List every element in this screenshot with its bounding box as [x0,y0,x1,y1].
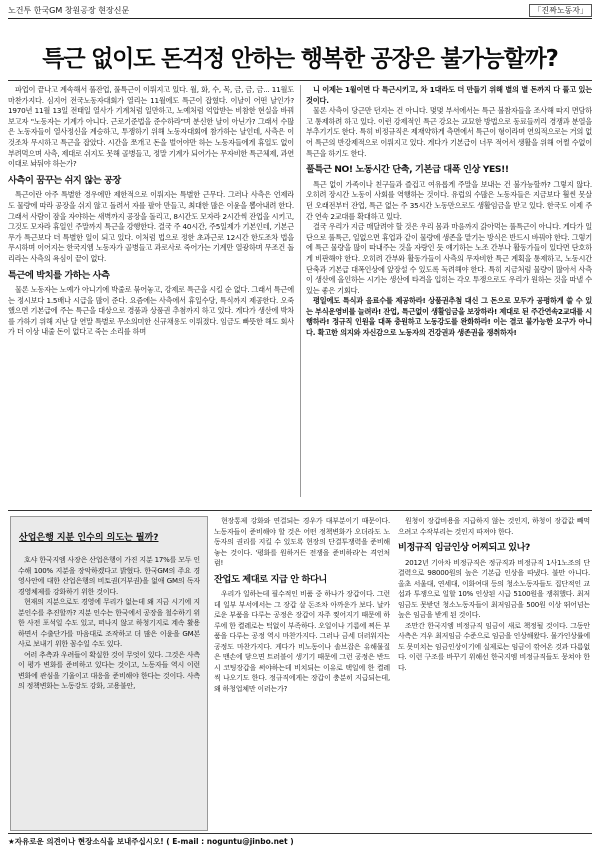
section-divider [8,510,592,511]
footer-contact: ★자유로운 의견이나 현장소식을 보내주십시오! ( E-mail : noguntu@jinbo.net ) [8,837,294,846]
headline-divider [8,80,592,81]
paragraph: 물론 노동자는 노예가 아니기에 박줄로 묶어놓고, 강제로 특근을 시킬 순 없다. 그래서 특근에는 정시보다 1.5배나 시급을 많이 준다. 요즘에는 사측에서 휴일수당, 특식까지 제공한다. 오죽했으면 기본급에 주는 특근을 대상으로 경품과 상품권 추첨까지 하고 있다. 게다가 생산에 박차를 가하기 위해 지난 달 연말 특별로 무소의미한 신규채용도 이뤄졌다. 임금도 빠뜻한 해도 회사가 더 이상 내줄 돈이 없다고 죽는 소리를 하며 [8,285,294,337]
paragraph: 2012년 기아차 비정규직은 정규직과 비정규직 1사1노조의 단결력으로 98000원의 높은 기본급 인상을 따냈다. 불만 아니다. 올초 서울대, 연세대, 이화여대 등의 청소노동자들도 집단적인 교섭과 투쟁으로 일할 10% 인상된 시급 5100원을 쟁취했다. 최저임금도 못받던 청소노동자들이 최저임금을 500원 이상 뛰어넘는 높은 임금을 받게 된 것이다. [398,558,590,619]
subheading: 잔업도 제대로 지급 안 하다니 [214,573,327,585]
subheading: 비정규직 임금인상 어찌되고 있나? [398,542,530,553]
paragraph: 호샤 한국지엠 사장은 산업은행이 가진 지분 17%를 모두 인수해 100% 지분을 장악하겠다고 밝혔다. 한국GM의 주요 경영사안에 대한 산업은행의 비토권(거부권)을 없애 GM의 독자 경영체제를 강화하기 위한 것이다. [18,556,200,596]
column-divider [300,85,301,497]
subheading: 사측이 꿈꾸는 쉬지 않는 공장 [8,174,121,186]
paragraph: 현재의 지분으로도 경영에 무리가 없는데 왜 지금 시기에 지분인수를 추진할까? 지분 인수는 한국에서 공장을 철수하기 위한 사전 포석일 수도 있고, 떠나지 않고 하청기지로 계속 활용하면서 수출단가를 마음대로 조작하고 더 많은 이윤을 GM본사로 보내기 위한 꼼수일 수도 있다. [18,598,200,648]
paragraph: 특근 없이 가족이나 친구들과 즐겁고 여유롭게 주말을 보내는 건 불가능할까? 그렇지 않다. 오히려 장시간 노동이 사회를 역행하는 것이다. 유럽의 수많은 노동자들은 지금보다 훨씬 못살던 오래전부터 잔업, 특근 없는 주 35시간 노동만으로도 생활임금을 받고 있다. 한국도 이제 주간 연속 2교대를 확대하고 있다. [306,179,592,221]
footer-divider [8,833,592,834]
paragraph: 물론 사측이 당근만 던지는 건 아니다. 몇몇 부서에서는 특근 불참자들을 조사해 따지 면담하고 통제하려 하고 있다. 이런 강제적인 특근 강요는 교묘한 방법으로 동료들끼리 경쟁과 분열을 부추기기도 한다. 특히 비정규직은 제재약하게 측면에서 특근이 형이라며 연의적으로는 거의 없어 특근의 반강제적으로 이뤄지고 있다. 게다가 기본급이 너무 적어서 생활을 위해 어쩔 수없이 특근을 하기도 한다. [306,106,592,158]
box-title: 산업은행 지분 인수의 의도는 뭘까? [19,533,159,543]
article-bottom-right-column [398,516,590,829]
article-right-column [306,85,592,497]
paragraph: 우리가 일하는데 필수적인 비품 중 하나가 장갑이다. 그런데 일부 부서에서는 그 장갑 살 돈조차 아까운가 보다. 날카로운 부품을 다루는 공정은 장갑이 자주 찢어지기 때문에 하루에 한 켤레로는 턱없이 부족하다. 오일이나 기름에 찌든 부품을 다루는 공정 역시 마찬가지다. 그러나 금세 더러워지는 공정도 마찬가지다. 게다가 비노동이나 솔브잡은 유해물질은 맨손에 닿으면 트러블이 생기기 때문에 그런 공정은 반드시 코팅장갑을 써야하는데 비치되는 이유로 택일에 한 켤레씩 나오기도 한다. 정규직에게는 장갑이 충분히 지급되는데, 왜 하청업체만 이러는가? [214,590,390,693]
paragraph: 조만간 한국지엠 비정규직 임금이 새로 책정될 것이다. 그동안 사측은 겨우 최저임금 수준으로 임금을 인상해왔다. 물가인상률에도 못미치는 임금인상이기에 실제로는 임금이 깎여온 것과 다름없다. 이런 구조를 바꾸기 위해선 한국지엠 비정규직들도 뭉쳐야 한다. [398,621,590,672]
paragraph: 평일에도 특식과 음료수를 제공하라! 상품권추첨 대신 그 돈으로 모두가 공평하게 쓸 수 있는 부식운영비를 늘려라! 잔업, 특근없이 생활임금을 보장하라! 제대로 된 주간연속2교대를 시행하라! 정규직 인원을 대폭 충원하고 노동강도를 완화하라! 이는 결코 불가능한 요구가 아니다. 확고한 의지와 자신감으로 노동자의 건강권과 생존권을 쟁취하자! [306,296,592,338]
paragraph: 현장통제 강화와 연결되는 경우가 대부분이기 때문이다. 노동자들이 준비해야 할 것은 어떤 정책변화가 오더라도 노동자의 권리를 지킬 수 있도록 현장의 단결투쟁력을 준비해놓는 것이다. '평화를 원하거든 전쟁을 준비하라'는 격언처럼! [214,517,390,567]
article-left-column [8,85,294,497]
newspaper-name: 「진짜노동자」 [529,4,592,17]
paragraph: 파업이 끝나고 계속해서 풀잔업, 풀특근이 이뤄지고 있다. 월, 화, 수, 목, 금, 금, 금... 11월도 마찬가지다. 심지어 전국노동자대회가 열리는 11월에도 특근이 잡혔다. 이날이 어떤 날인가? 1970년 11월 13일 전태일 열사가 기계처럼 일만하고, 노예처럼 억압받는 비참한 현실을 바꿔보고자 "노동자는 기계가 아니다. 근로기준법을 준수하라"며 분신한 날이 아닌가? 그래서 수많은 노동자들이 열사정신을 계승하고, 투쟁하기 위해 노동자대회에 참가하는 날인데, 사측은 이것조차 무시하고 특근을 잡았다. 시간을 쪼개고 돈을 벌어야만 하는 노동자들에게 휴일도 없이 부려먹으며 사측, 제대로 쉬지도 못해 골병들고, 정말 기계가 되어가는 무자비한 특근체제, 과연 이대로 놔둬야 하는가? [8,85,294,169]
paragraph: 여러 추측과 우려들이 확실한 것이 무엇이 있다. 그것은 사측이 평가 변화를 준비하고 있다는 것이고, 노동자들 역시 이런 변화에 관심을 기울이고 대응을 준비해야 한다는 것이다. 사측의 정책변화는 노동강도 강화, 고용불안, [18,650,200,690]
box-body [18,555,200,826]
paragraph: 니 이제는 1월이면 다 특근시키고, 차 1대라도 더 만들기 위해 별의 별 돈까지 다 풀고 있는 것이다. [306,85,592,105]
page-header [8,2,592,19]
subheading: 풀특근 NO! 노동시간 단축, 기본급 대폭 인상 YES!! [306,164,509,176]
subheading: 특근에 박치를 가하는 사측 [8,269,110,281]
newspaper-subtitle: 노건투 한국GM 창원공장 현장신문 [8,5,130,15]
paragraph: 특근이란 아주 특별한 경우에만 제한적으로 이뤄지는 특별한 근무다. 그러나 사측은 언제라도 물량에 따라 공장을 쉬지 않고 돌려서 자를 팔아 만들고, 최대한 많은 이윤을 뽑아내려 한다. 그래서 사람이 잠을 자야하는 새벽까지 공장을 돌리고, 8시간도 모자라 2시간씩 잔업을 시키고, 그것도 모자라 휴일인 주말까지 특근을 강행한다. 결국 주 40시간, 주5일제가 기본인데, 기본근무가 특근보다 더 특별한 일이 되고 있다. 이처럼 법으로 정한 초과근로 12시간 한도조차 법을 무시하며 이어지는 한국지엠 노동자가 골병들고 과로사로 죽어가는 기계만 열광하며 무조건 돌리라는 사측의 욕심이 끝이 없다. [8,190,294,263]
paragraph: 원청이 장갑비용을 지급하지 않는 것인지, 하청이 장갑값 빼먹으려고 수작부리는 것인지 따져야 한다. [398,517,590,536]
paragraph: 결국 우리가 지금 매달려야 할 것은 우리 몸과 마음까지 갉아먹는 풀특근이 아니다. 게다가 일단으로 풀특근, 일없으면 휴업과 같이 물량에 생존을 맡기는 방식은 반드시 바꿔야 한다. 그렇기에 특근 물량을 많이 따내주는 것을 자랑인 듯 얘기하는 노조 간부나 활동가들이 있다면 단호하게 비판해야 한다. 오히려 간부와 활동가들이 사측의 무자비한 특근 계획을 통제하고, 노동시간 단축과 기본급 대폭인상에 앞장설 수 있도록 독려해야 한다. 특히 지금처럼 물량이 많아서 사측이 생산에 올인하는 시기는 생산에 타격을 입히는 각오 투쟁으로도 우리가 원하는 것을 따낼 수 있는 좋은 기회다. [306,222,592,295]
headline: 특근 없이도 돈걱정 안하는 행복한 공장은 불가능할까? [42,46,558,72]
sidebar-box [10,516,208,831]
article-bottom-middle-column [214,516,390,829]
